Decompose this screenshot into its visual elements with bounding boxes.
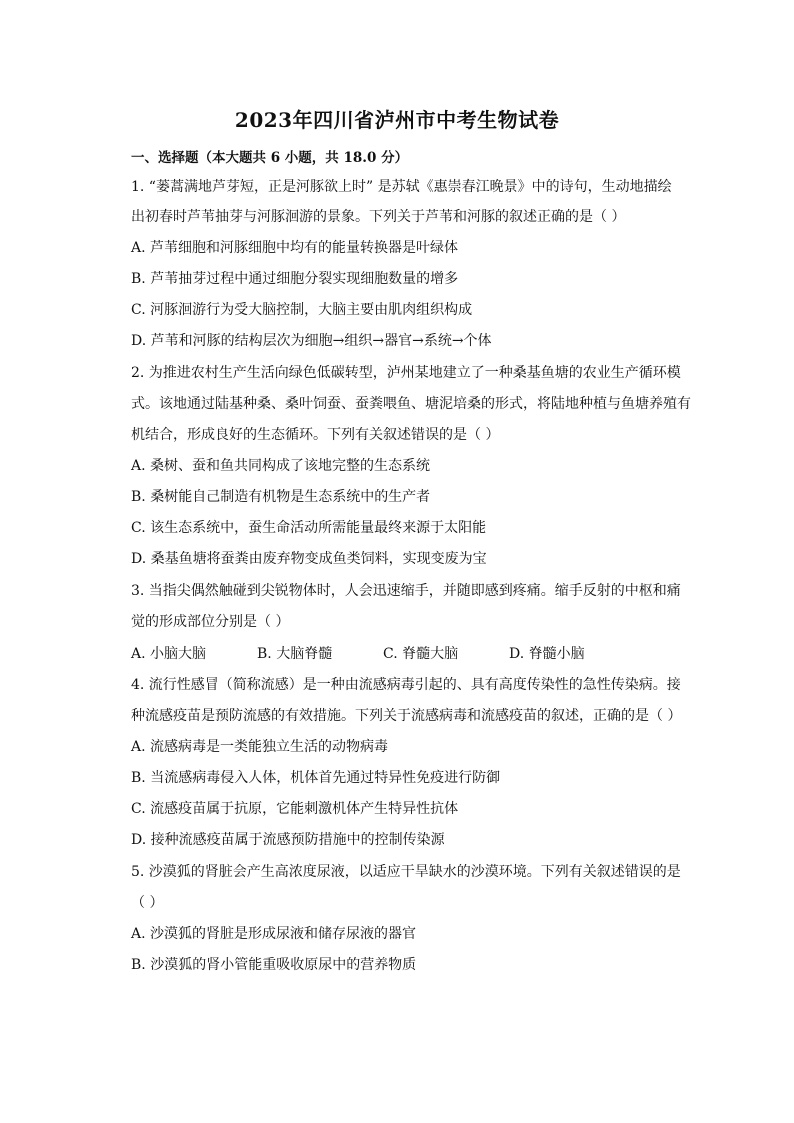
q3-option-d: D. 脊髓小脑 bbox=[509, 646, 585, 662]
q1-stem-line2: 出初春时芦苇抽芽与河豚洄游的景象。下列关于芦苇和河豚的叙述正确的是（ ） bbox=[131, 209, 626, 225]
q1-option-a: A. 芦苇细胞和河豚细胞中均有的能量转换器是叶绿体 bbox=[131, 240, 459, 256]
q2-option-c: C. 该生态系统中，蚕生命活动所需能量最终来源于太阳能 bbox=[131, 520, 487, 536]
q4-option-b: B. 当流感病毒侵入人体，机体首先通过特异性免疫进行防御 bbox=[131, 770, 501, 786]
q1-option-b: B. 芦苇抽芽过程中通过细胞分裂实现细胞数量的增多 bbox=[131, 271, 459, 287]
q4-stem-line2: 种流感疫苗是预防流感的有效措施。下列关于流感病毒和流感疫苗的叙述，正确的是（ ） bbox=[131, 708, 682, 724]
q1-option-c: C. 河豚洄游行为受大脑控制，大脑主要由肌肉组织构成 bbox=[131, 302, 473, 318]
q1-option-d: D. 芦苇和河豚的结构层次为细胞→组织→器官→系统→个体 bbox=[131, 333, 492, 349]
q2-stem-line1: 2. 为推进农村生产生活向绿色低碳转型，泸州某地建立了一种桑基鱼塘的农业生产循环模 bbox=[131, 365, 681, 381]
q1-stem-line1: 1. “蒌蒿满地芦芽短，正是河豚欲上时” 是苏轼《惠崇春江晚景》中的诗句，生动地描绘 bbox=[131, 179, 672, 195]
q5-option-a: A. 沙漠狐的肾脏是形成尿液和储存尿液的器官 bbox=[131, 926, 417, 942]
section-heading: 一、选择题（本大题共 6 小题，共 18.0 分） bbox=[131, 150, 409, 166]
q4-stem-line1: 4. 流行性感冒（简称流感）是一种由流感病毒引起的、具有高度传染性的急性传染病。接 bbox=[131, 677, 681, 693]
q3-option-a: A. 小脑大脑 bbox=[131, 646, 207, 662]
q2-option-a: A. 桑树、蚕和鱼共同构成了该地完整的生态系统 bbox=[131, 458, 431, 474]
q5-stem-line2: （ ） bbox=[131, 895, 164, 911]
q4-option-d: D. 接种流感疫苗属于流感预防措施中的控制传染源 bbox=[131, 832, 445, 848]
page-title: 2023年四川省泸州市中考生物试卷 bbox=[234, 108, 560, 132]
q3-options-row bbox=[131, 645, 585, 663]
q2-stem-line3: 机结合，形成良好的生态循环。下列有关叙述错误的是（ ） bbox=[131, 427, 500, 443]
q3-stem-line1: 3. 当指尖偶然触碰到尖锐物体时，人会迅速缩手，并随即感到疼痛。缩手反射的中枢和痛 bbox=[131, 583, 681, 599]
q2-option-b: B. 桑树能自己制造有机物是生态系统中的生产者 bbox=[131, 489, 431, 505]
q3-option-c: C. 脊髓大脑 bbox=[383, 646, 459, 662]
q2-option-d: D. 桑基鱼塘将蚕粪由废弃物变成鱼类饲料，实现变废为宝 bbox=[131, 551, 487, 567]
q2-stem-line2: 式。该地通过陆基种桑、桑叶饲蚕、蚕粪喂鱼、塘泥培桑的形式，将陆地种植与鱼塘养殖有 bbox=[131, 396, 691, 412]
q4-option-a: A. 流感病毒是一类能独立生活的动物病毒 bbox=[131, 739, 389, 755]
q5-stem-line1: 5. 沙漠狐的肾脏会产生高浓度尿液，以适应干旱缺水的沙漠环境。下列有关叙述错误的是 bbox=[131, 864, 681, 880]
q3-option-b: B. 大脑脊髓 bbox=[257, 646, 333, 662]
q5-option-b: B. 沙漠狐的肾小管能重吸收原尿中的营养物质 bbox=[131, 957, 417, 973]
q3-stem-line2: 觉的形成部位分别是（ ） bbox=[131, 614, 290, 630]
q4-option-c: C. 流感疫苗属于抗原，它能刺激机体产生特异性抗体 bbox=[131, 801, 459, 817]
